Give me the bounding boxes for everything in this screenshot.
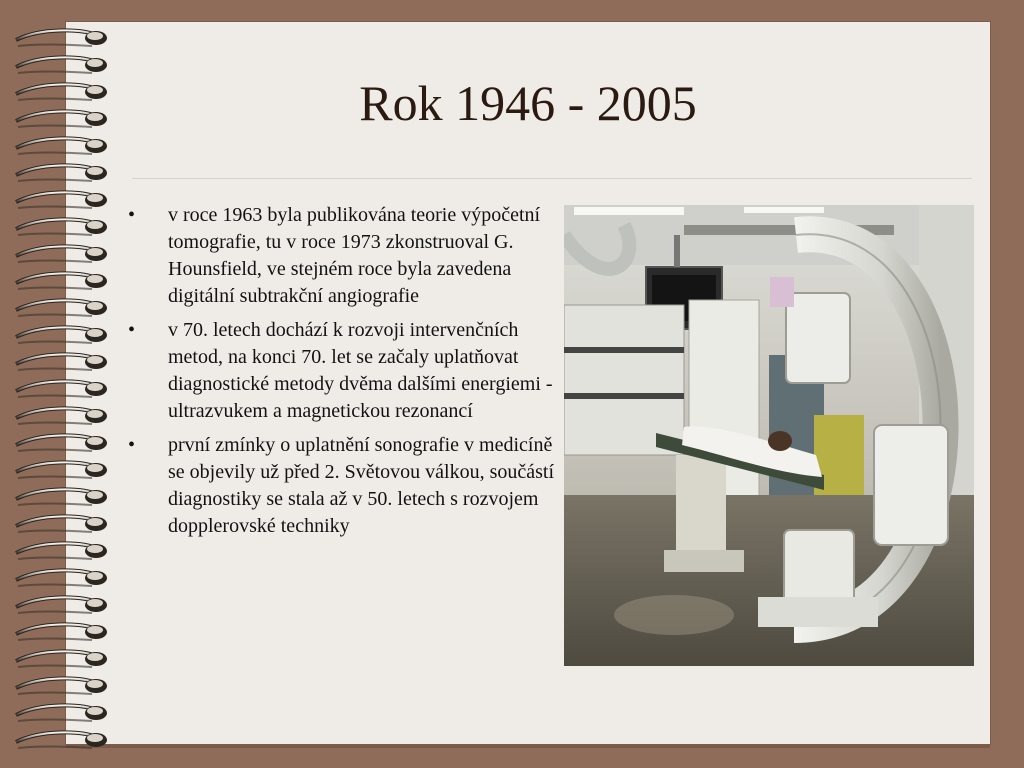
c-arm-foot — [758, 597, 878, 627]
bullet-marker: • — [128, 434, 136, 456]
bullet-item — [126, 317, 556, 425]
x-ray-tube — [874, 425, 948, 545]
table-pedestal — [676, 455, 726, 565]
angiography-room-photo — [564, 205, 974, 666]
bullet-text: v 70. letech dochází k rozvoji intervenčních metod, na konci 70. let se začaly uplatňovat diagnostické metody dvěma dalšími energiemi - ultrazvukem a magnetickou rezonancí — [168, 319, 553, 422]
x-ray-detector — [786, 293, 850, 383]
page-shadow — [66, 744, 990, 748]
wall-panel — [564, 305, 684, 455]
ceiling-light — [744, 207, 824, 213]
table-base — [664, 550, 744, 572]
floor-reflection — [614, 595, 734, 635]
wall-rail — [564, 393, 684, 399]
detector-handle — [770, 277, 794, 307]
bullet-marker: • — [128, 319, 136, 341]
binding-rings — [16, 30, 107, 748]
bullet-text: první zmínky o uplatnění sonografie v medicíně se objevily už před 2. Světovou válkou, součástí diagnostiky se stala až v 50. letech s rozvojem dopplerovské techniky — [168, 434, 555, 537]
bullet-item — [126, 432, 556, 540]
slide-title: Rok 1946 - 2005 — [359, 75, 697, 131]
bullet-list — [126, 202, 556, 547]
bullet-marker: • — [128, 204, 136, 226]
bullet-text: v roce 1963 byla publikována teorie výpočetní tomografie, tu v roce 1973 zkonstruoval G. Hounsfield, ve stejném roce byla zavedena digitální subtrakční angiografie — [168, 204, 541, 307]
ceiling-light — [574, 207, 684, 215]
title-divider — [132, 178, 972, 179]
patient-head — [768, 431, 792, 451]
photo-illustration — [564, 205, 974, 666]
bullet-item — [126, 202, 556, 310]
monitor-mount — [674, 235, 680, 267]
wall-rail — [564, 347, 684, 353]
